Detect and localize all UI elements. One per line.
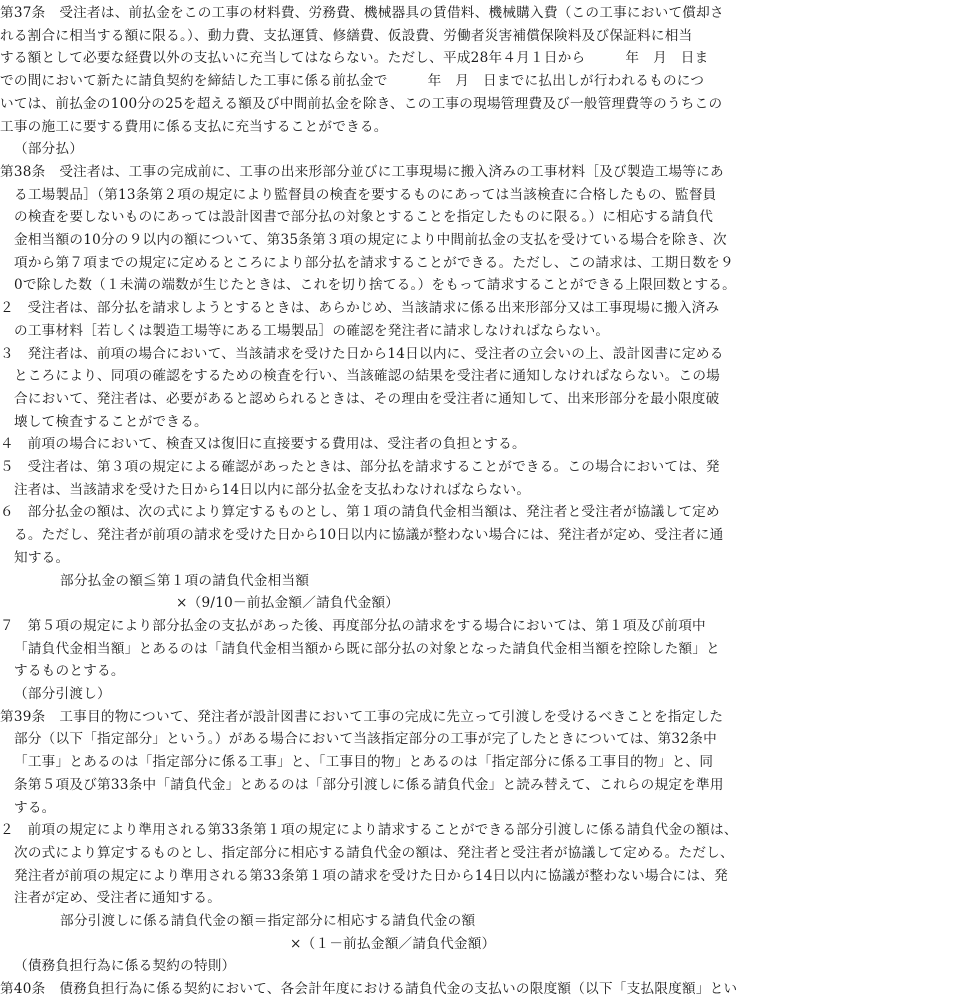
text-line <box>0 751 714 775</box>
text-line <box>0 274 736 298</box>
text-line <box>0 25 693 49</box>
text-line-content: ２ 受注者は、部分払を請求しようとするときは、あらかじめ、当該請求に係る出来形部分又は工事現場に搬入済み <box>0 300 720 317</box>
text-line-content: ところにより、同項の確認をするための検査を行い、当該確認の結果を受注者に通知しなければならない。この場 <box>14 368 721 385</box>
text-line <box>0 910 725 934</box>
text-line-content: 部分引渡しに係る請負代金の額＝指定部分に相応する請負代金の額 <box>60 913 476 929</box>
text-line-content: れる割合に相当する額に限る。）、動力費、支払運賃、修繕費、仮設費、労働者災害補償保険料及び保証料に相当 <box>0 27 693 44</box>
text-line <box>0 411 679 435</box>
text-line-content: ４ 前項の場合において、検査又は復旧に直接要する費用は、受注者の負担とする。 <box>0 436 526 453</box>
text-line <box>0 774 724 798</box>
text-line-content: 第37条 受注者は、前払金をこの工事の材料費、労務費、機械器具の賃借料、機械購入費（この工事において償却さ <box>0 5 724 21</box>
text-line-content: する。 <box>14 799 56 816</box>
text-line-content: （債務負担行為に係る契約の特則） <box>14 958 236 975</box>
text-line <box>0 161 724 185</box>
text-line-content: 条第５項及び第33条中「請負代金」とあるのは「部分引渡しに係る請負代金」と読み替えて、これらの規定を準用 <box>14 776 724 793</box>
text-line <box>0 978 738 1002</box>
text-line <box>0 728 717 752</box>
text-line <box>0 116 665 140</box>
text-line-content: る工場製品］（第13条第２項の規定により監督員の検査を要するものにあっては当該検査に合格したもの、監督員 <box>14 186 717 203</box>
text-line <box>0 184 717 208</box>
text-line <box>0 479 679 503</box>
text-line <box>0 797 679 821</box>
text-line-content: 第39条 工事目的物について、発注者が設計図書において工事の完成に先立って引渡しを受けるべきことを指定した <box>0 708 724 725</box>
text-line <box>0 547 679 571</box>
text-line <box>0 343 724 367</box>
text-line <box>0 819 738 843</box>
text-line-tail: 年 月 日までに払出しが行われるものにつ <box>427 73 705 90</box>
text-line-content: 壊して検査することができる。 <box>14 413 208 430</box>
text-line <box>0 365 721 389</box>
text-line-content: いては、前払金の100分の25を超える額及び中間前払金を除き、この工事の現場管理費及び一般管理費等のうちこの <box>0 95 723 112</box>
text-line-content: するものとする。 <box>14 663 125 680</box>
text-line <box>0 615 706 639</box>
text-line-content: 「工事」とあるのは「指定部分に係る工事」と、「工事目的物」とあるのは「指定部分に係る工事目的物」と、同 <box>14 754 714 771</box>
text-line-content: 注者が定め、受注者に通知する。 <box>14 890 222 907</box>
text-line-content: 金相当額の10分の９以内の額について、第35条第３項の規定により中間前払金の支払を受けている場合を除き、次 <box>14 232 727 248</box>
text-line-content: ５ 受注者は、第３項の規定による確認があったときは、部分払を請求することができる。この場合においては、発 <box>0 459 720 475</box>
text-line-content: ２ 前項の規定により準用される第33条第１項の規定により請求することができる部分引渡しに係る請負代金の額は、 <box>0 822 738 839</box>
text-line <box>0 524 724 548</box>
text-line <box>0 252 734 276</box>
text-line-content: 第38条 受注者は、工事の完成前に、工事の出来形部分並びに工事現場に搬入済みの工事材料［及び製造工場等にあ <box>0 163 724 180</box>
text-line <box>0 456 720 480</box>
text-line <box>0 638 721 662</box>
text-line-content: 項から第７項までの規定に定めるところにより部分払を請求することができる。ただし、この請求は、工期日数を９ <box>14 254 734 271</box>
text-line <box>0 660 679 684</box>
text-line-content: での間において新たに請負契約を締結した工事に係る前払金で <box>0 73 388 90</box>
text-line <box>0 47 709 71</box>
text-line <box>0 229 727 253</box>
text-line-tail: 年 月 日ま <box>625 50 709 67</box>
text-line-content: 第40条 債務負担行為に係る契約において、各会計年度における請負代金の支払いの限度額（以下「支払限度額」とい <box>0 981 738 998</box>
text-line-content: 部分払金の額≦第１項の請負代金相当額 <box>60 572 310 589</box>
text-line-content: ７ 第５項の規定により部分払金の支払があった後、再度部分払の請求をする場合においては、第１項及び前項中 <box>0 617 706 634</box>
text-line-content: （部分払） <box>14 141 84 158</box>
text-line <box>0 592 841 616</box>
text-line-content: ×（9/10－前払金額／請負代金額） <box>176 595 400 612</box>
text-line <box>0 206 714 230</box>
text-line-content: の工事材料［若しくは製造工場等にある工場製品］の確認を発注者に請求しなければならない。 <box>14 322 610 339</box>
text-line-content: ×（１－前払金額／請負代金額） <box>290 935 496 952</box>
text-line <box>0 683 679 707</box>
text-line-content: る。ただし、発注者が前項の請求を受けた日から10日以内に協議が整わない場合には、発注者が定め、受注者に通 <box>14 527 724 544</box>
text-line-content: 合において、発注者は、必要があると認められるときは、その理由を受注者に通知して、出来形部分を最小限度破 <box>14 390 720 407</box>
text-line <box>0 297 720 321</box>
text-line <box>0 138 679 162</box>
text-line-content: 知する。 <box>14 549 70 566</box>
text-line <box>0 887 679 911</box>
text-line-content: 発注者が前項の規定により準用される第33条第１項の請求を受けた日から14日以内に協議が整わない場合には、発 <box>14 867 728 884</box>
text-line-content: 工事の施工に要する費用に係る支払に充当することができる。 <box>0 118 388 135</box>
text-line <box>0 955 679 979</box>
text-line <box>0 842 734 866</box>
text-line <box>0 93 723 117</box>
text-line-content: 部分（以下「指定部分」という。）がある場合において当該指定部分の工事が完了したときについては、第32条中 <box>14 731 717 748</box>
text-line <box>0 2 724 26</box>
text-line-content: 注者は、当該請求を受けた日から14日以内に部分払金を支払わなければならない。 <box>14 481 531 498</box>
text-line-content: する額として必要な経費以外の支払いに充当してはならない。ただし、平成28年４月１日から <box>0 50 586 67</box>
text-line-content: 「請負代金相当額」とあるのは「請負代金相当額から既に部分払の対象となった請負代金相当額を控除した額」と <box>14 640 721 657</box>
text-line <box>0 433 665 457</box>
text-line <box>0 320 679 344</box>
text-line <box>0 70 705 94</box>
text-line-content: の検査を要しないものにあっては設計図書で部分払の対象とすることを指定したものに限る。）に相応する請負代 <box>14 209 714 226</box>
text-line <box>0 570 725 594</box>
text-line-content: 次の式により算定するものとし、指定部分に相応する請負代金の額は、発注者と受注者が協議して定める。ただし、 <box>14 844 734 861</box>
text-line-content: （部分引渡し） <box>14 686 111 702</box>
text-line <box>0 501 720 525</box>
text-line-content: ６ 部分払金の額は、次の式により算定するものとし、第１項の請負代金相当額は、発注者と受注者が協議して定め <box>0 504 720 521</box>
text-line <box>0 388 720 412</box>
text-line <box>0 865 728 889</box>
text-line-content: 0で除した数（１未満の端数が生じたときは、これを切り捨てる。）をもって請求することができる上限回数とする。 <box>14 277 736 294</box>
text-line <box>0 706 724 730</box>
text-line-content: ３ 発注者は、前項の場合において、当該請求を受けた日から14日以内に、受注者の立会いの上、設計図書に定める <box>0 345 724 362</box>
text-line <box>0 933 955 957</box>
